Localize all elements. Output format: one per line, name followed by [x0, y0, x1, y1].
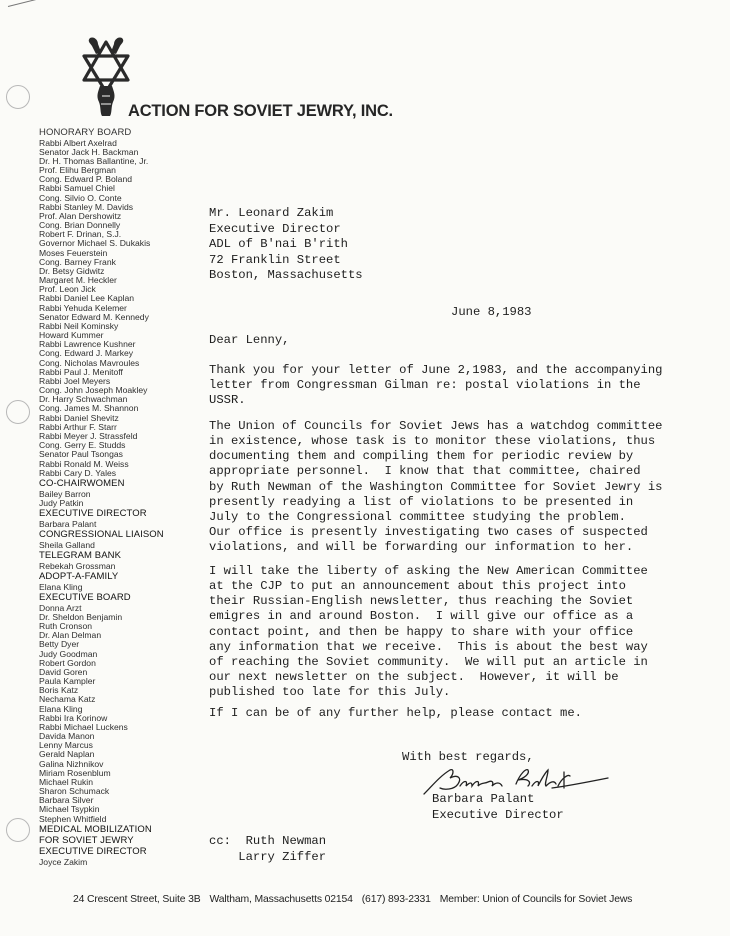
footer-street: 24 Crescent Street, Suite 3B [73, 894, 201, 905]
sidebar-member-name: Lenny Marcus [39, 740, 93, 751]
paragraph-line: The Union of Councils for Soviet Jews has a watchdog committee [209, 419, 663, 433]
paragraph-line: I will take the liberty of asking the New American Committee [209, 564, 648, 578]
sidebar-member-name: Joyce Zakim [39, 856, 88, 867]
paragraph-1 [209, 363, 662, 408]
paragraph-line: letter from Congressman Gilman re: postal violations in the [209, 378, 641, 393]
sidebar-member-name: Gerald Naplan [39, 749, 95, 760]
paragraph-line: by Ruth Newman of the Washington Committee for Soviet Jewry is [209, 479, 663, 494]
sidebar-member-name: Prof. Leon Jick [39, 284, 96, 295]
sidebar-member-name: Bailey Barron [39, 488, 91, 499]
cc-label: cc: [209, 834, 231, 848]
paragraph-line: in existence, whose task is to monitor these violations, thus [209, 434, 656, 449]
paragraph-line: If I can be of any further help, please contact me. [209, 706, 582, 720]
sidebar-member-name: Miriam Rosenblum [39, 767, 111, 778]
sidebar-member-name: Rabbi Daniel Shevitz [39, 412, 119, 423]
sidebar-member-name: Rabbi Arthur F. Starr [39, 421, 117, 432]
sidebar-member-name: Cong. James M. Shannon [39, 403, 139, 414]
sidebar-member-name: Boris Katz [39, 685, 79, 696]
address-line: ADL of B'nai B'rith [209, 237, 348, 252]
sidebar-section-title: CO-CHAIRWOMEN [39, 478, 125, 490]
sidebar-member-name: Stephen Whitfield [39, 813, 107, 824]
sidebar-section-title: ADOPT-A-FAMILY [39, 571, 119, 583]
sidebar-member-name: Betty Dyer [39, 639, 80, 650]
corner-pen-mark [8, 0, 51, 7]
sidebar-section-title: MEDICAL MOBILIZATION FOR SOVIET JEWRY [39, 824, 152, 846]
sidebar-member-name: Michael Tsypkin [39, 804, 100, 815]
hole-punch-middle [6, 400, 30, 424]
recipient-address-block [209, 206, 363, 284]
sidebar-member-name: Senator Jack H. Backman [39, 146, 139, 157]
paragraph-line: documenting them and compiling them for periodic review by [209, 449, 634, 464]
address-line: 72 Franklin Street [209, 252, 341, 267]
closing: With best regards, [402, 750, 534, 764]
sidebar-member-name: Rabbi Albert Axelrad [39, 137, 117, 148]
sidebar-member-name: Judy Goodman [39, 648, 98, 659]
sidebar-member-name: Senator Edward M. Kennedy [39, 311, 149, 322]
sidebar-member-name: Moses Feuerstein [39, 247, 108, 258]
paragraph-line: Thank you for your letter of June 2,1983, and the accompanying [209, 363, 663, 377]
letter-date: June 8,1983 [451, 305, 532, 319]
sidebar-member-name: David Goren [39, 666, 88, 677]
sidebar-member-name: Rabbi Meyer J. Strassfeld [39, 431, 138, 441]
paragraph-line: any information that we receive. This is about the best way [209, 639, 648, 654]
sidebar-member-name: Rabbi Samuel Chiel [39, 183, 115, 194]
sidebar-member-name: Margaret M. Heckler [39, 275, 117, 286]
sidebar-member-name: Dr. Betsy Gidwitz [39, 265, 105, 276]
sidebar-section-title: TELEGRAM BANK [39, 550, 122, 562]
organization-name: ACTION FOR SOVIET JEWRY, INC. [128, 102, 393, 120]
address-line: Boston, Massachusetts [209, 268, 363, 283]
cc-recipient-2: Larry Ziffer [238, 849, 327, 864]
sidebar-member-name: Cong. Barney Frank [39, 256, 116, 267]
sidebar-member-name: Barbara Silver [39, 795, 94, 806]
paragraph-3 [209, 564, 648, 700]
cc-block [209, 834, 326, 866]
sidebar-member-name: Cong. John Joseph Moakley [39, 385, 148, 396]
sidebar-member-name: Paula Kampler [39, 676, 96, 687]
sidebar-member-name: Dr. H. Thomas Ballantine, Jr. [39, 155, 149, 166]
sidebar-member-name: Rabbi Lawrence Kushner [39, 339, 136, 350]
sidebar-section-title: HONORARY BOARD [39, 127, 132, 138]
signer-title: Executive Director [432, 807, 564, 822]
sidebar-member-name: Rabbi Neil Kominsky [39, 320, 119, 331]
sidebar-member-name: Michael Rukin [39, 776, 93, 787]
paragraph-line: presently readying a list of violations to be presented in [209, 494, 634, 509]
sidebar-member-name: Prof. Alan Dershowitz [39, 210, 122, 221]
paragraph-line: USSR. [209, 393, 246, 408]
paragraph-line: July to the Congressional committee studying the problem. [209, 509, 626, 524]
footer-city: Waltham, Massachusetts 02154 [209, 894, 353, 905]
signer-name: Barbara Palant [432, 792, 535, 806]
cc-recipient-1: Ruth Newman [245, 834, 327, 848]
address-line: Mr. Leonard Zakim [209, 206, 334, 220]
salutation: Dear Lenny, [209, 333, 290, 347]
sidebar-member-name: Rabbi Cary D. Yales [39, 467, 117, 478]
signer-block [432, 792, 564, 824]
sidebar-member-name: Robert F. Drinan, S.J. [39, 229, 122, 240]
sidebar-member-name: Davida Manon [39, 731, 95, 742]
sidebar-member-name: Barbara Palant [39, 518, 97, 529]
sidebar-member-name: Robert Gordon [39, 657, 96, 668]
paragraph-line: our next newsletter on the subject. However, it will be [209, 670, 619, 685]
sidebar-member-name: Rabbi Stanley M. Davids [39, 201, 134, 212]
sidebar-member-name: Rabbi Joel Meyers [39, 375, 111, 386]
hole-punch-bottom [6, 818, 30, 842]
paragraph-line: their Russian-English newsletter, thus reaching the Soviet [209, 594, 634, 609]
sidebar-member-name: Prof. Elihu Bergman [39, 165, 116, 176]
paragraph-line: contact point, and then be happy to share with your office [209, 624, 634, 639]
paragraph-line: Our office is presently investigating two cases of suspected [209, 525, 648, 540]
paragraph-line: of reaching the Soviet community. We will put an article in [209, 654, 648, 669]
paragraph-line: at the CJP to put an announcement about this project into [209, 579, 626, 594]
board-members-sidebar [39, 128, 199, 867]
sidebar-member-name: Rabbi Ira Korinow [39, 712, 108, 723]
star-of-david-hands-icon [76, 34, 136, 118]
sidebar-member-name: Rabbi Michael Luckens [39, 721, 128, 732]
sidebar-member-name: Galina Nizhnikov [39, 758, 104, 769]
sidebar-member-name: Sheila Galland [39, 539, 95, 550]
sidebar-member-name: Ruth Cronson [39, 621, 93, 632]
sidebar-member-name: Rebekah Grossman [39, 560, 116, 571]
footer-member: Member: Union of Councils for Soviet Jews [439, 894, 633, 905]
sidebar-member-name: Rabbi Daniel Lee Kaplan [39, 293, 135, 304]
sidebar-member-name: Howard Kummer [39, 330, 104, 341]
sidebar-member-name: Cong. Nicholas Mavroules [39, 357, 140, 368]
sidebar-member-name: Nechama Katz [39, 694, 96, 705]
paragraph-line: appropriate personnel. I know that that committee, chaired [209, 464, 641, 479]
sidebar-member-name: Cong. Edward J. Markey [39, 348, 134, 359]
sidebar-member-name: Sharon Schumack [39, 786, 110, 797]
footer-phone: (617) 893-2331 [361, 894, 431, 905]
paragraph-line: violations, and will be forwarding our information to her. [209, 540, 634, 555]
sidebar-member-name: Cong. Edward P. Boland [39, 174, 133, 185]
sidebar-member-name: Governor Michael S. Dukakis [39, 238, 151, 249]
paragraph-line: published too late for this July. [209, 685, 451, 700]
sidebar-member-name: Rabbi Yehuda Kelemer [39, 302, 127, 313]
sidebar-member-name: Cong. Brian Donnelly [39, 220, 121, 231]
sidebar-member-name: Donna Arzt [39, 602, 82, 613]
sidebar-member-name: Rabbi Ronald M. Weiss [39, 458, 129, 469]
sidebar-section-title: EXECUTIVE BOARD [39, 592, 131, 604]
sidebar-member-name: Elana Kling [39, 581, 83, 592]
address-line: Executive Director [209, 221, 341, 236]
sidebar-member-name: Dr. Harry Schwachman [39, 394, 128, 405]
sidebar-member-name: Judy Patkin [39, 497, 84, 508]
sidebar-member-name: Elana Kling [39, 703, 83, 714]
sidebar-member-name: Dr. Sheldon Benjamin [39, 611, 123, 622]
sidebar-section-title: EXECUTIVE DIRECTOR [39, 846, 147, 858]
paragraph-4 [209, 706, 582, 721]
sidebar-member-name: Rabbi Paul J. Menitoff [39, 366, 123, 377]
sidebar-member-name: Cong. Silvio O. Conte [39, 192, 122, 203]
paragraph-line: emigres in and around Boston. I will give our office as a [209, 609, 634, 624]
hole-punch-top [6, 85, 30, 109]
sidebar-section-title: CONGRESSIONAL LIAISON [39, 529, 164, 541]
sidebar-section-title: EXECUTIVE DIRECTOR [39, 508, 147, 520]
paragraph-2 [209, 419, 662, 555]
footer-address-line [73, 894, 632, 905]
sidebar-member-name: Dr. Alan Delman [39, 630, 102, 641]
sidebar-member-name: Senator Paul Tsongas [39, 449, 123, 460]
sidebar-member-name: Cong. Gerry E. Studds [39, 440, 126, 451]
